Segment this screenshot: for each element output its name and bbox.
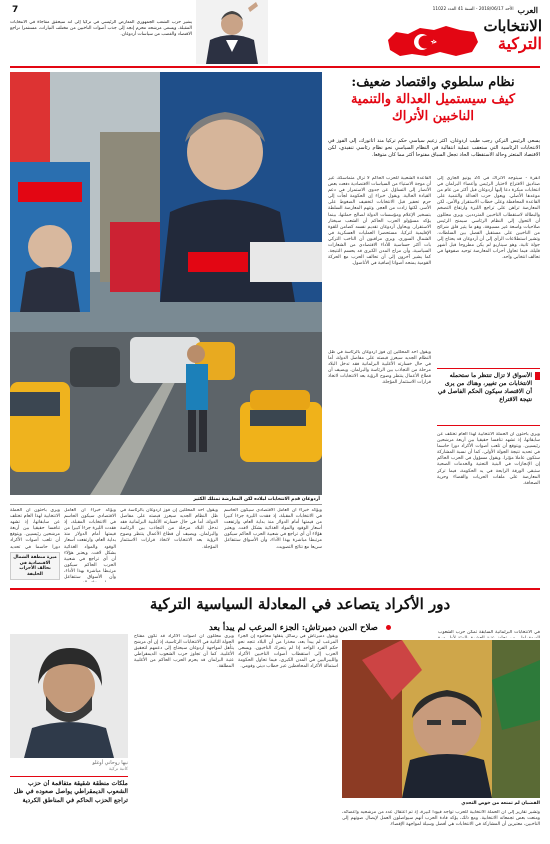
article1-col-right: أنقرة - سيتوجه الأتراك في 24 يونيو الجاري إلى صناديق الاقتراع لاختيار الرئيس وأعضاء البرلمان في انتخابات مبكرة دعا إليها أردوغان قبل أكثر من عام من موعدها الأصلي. ويعول حزب العدالة والتنمية على القاعدة المحافظة وعلى خطاب الاستقرار والأمن، لكن المعارضة تراهن على تراجع الليرة وارتفاع التضخم والبطالة لاستقطاب الناخبين المترددين. ويرى محللون أن التحول إلى النظام الرئاسي سيمنح الرئيس صلاحيات واسعة غير مسبوقة، وهو ما يثير قلق شرائح من الناخبين على مستقبل الفصل بين السلطات. وتشير استطلاعات الرأي إلى أن أردوغان قد يحتاج إلى جولة ثانية، وهو سيناريو لم يكن مطروحا قبل أشهر قليلة، فيما تحاول أحزاب المعارضة توحيد صفوفها في تحالف انتخابي واحد. xyxy=(437,176,540,261)
header-top-bar xyxy=(12,5,538,14)
page-header xyxy=(0,0,550,68)
article2-photo xyxy=(342,640,540,798)
article1-headline-line3: الناخبين الأتراك xyxy=(392,109,474,124)
article1-subbox-text: ميزة منطقة الشمال الاقتصادية في تحالف الأحزاب الحليفة xyxy=(13,555,57,577)
header-rule xyxy=(10,66,540,68)
article1-photo-caption: أردوغان قدم الانتخابات لبلاده لكن المعارضة تمتلك الكثير xyxy=(193,497,320,502)
article1-pullquote xyxy=(437,368,540,426)
article1-caption-rule xyxy=(10,504,322,505)
article2-col-2: ويقول دميرتاش في رسائل ينقلها محاموه إن الجزء المرعب لم يبدأ بعد، محذرا من أن البلاد تتجه نحو حكم الفرد الواحد إذا لم يتحرك الناخبون. ويسعى الحزب إلى استقطاب أصوات الناخبين الأكراد والليبراليين في المدن الكبرى، فيما تحاول الحكومة استمالة الأكراد المحافظين عبر خطاب ديني وقومي. xyxy=(238,634,338,670)
article1-bottom-col-3: ويؤكد خبراء أن العامل الاقتصادي سيكون الحاسم في الانتخابات المقبلة، إذ فقدت الليرة جزءا كبيرا من قيمتها أمام الدولار منذ بداية العام، وارتفعت أسعار الوقود والمواد الغذائية بشكل لافت. ويعتبر هؤلاء أن أي تراجع في شعبية الحزب الحاكم سيكون مرتبطا مباشرة بهذا الأداء، وأن الأسواق ستتفاعل xyxy=(64,508,116,581)
section-title-line2: التركية xyxy=(498,34,542,53)
article1-col-mid2: ويقول أحد المحللين إن فوز أردوغان بالرئاسة في ظل النظام الجديد سيعزز قبضته على مفاصل الدولة، أما في حال خسارته الأغلبية البرلمانية فقد تدخل البلاد مرحلة من التجاذب بين الرئاسة والبرلمان. ويضيف أن قطاع الأعمال ينتظر وضوح الرؤية بعد الانتخابات لاتخاذ قرارات الاستثمار المؤجلة. xyxy=(328,350,431,386)
article1-headline-line2: كيف سيستميل العدالة والتنمية xyxy=(350,92,516,107)
article1-bottom-col-4: ويرى باحثون أن الحملة الانتخابية لهذا العام تختلف عن سابقاتها، إذ تشهد تنافسا حقيقيا بين أربعة مرشحين رئيسيين. ويتوقع أن تلعب أصوات الأكراد دورا حاسما في تحديد xyxy=(10,508,60,550)
article2-pullquote-text: ملكات منطقة شقيقة متفاقمة أن حزب الشعوب الديمقراطي يواصل صعوده في ظل تراجع الحزب الحاكم في المناطق الكردية xyxy=(13,780,128,804)
date-issue: الأحد 2018/06/17 - السنة 41 العدد 11022 xyxy=(432,7,514,12)
article1-bottom-col-2: ويقول أحد المحللين إن فوز أردوغان بالرئاسة في ظل النظام الجديد سيعزز قبضته على مفاصل الدولة، أما في حال خسارته الأغلبية البرلمانية فقد تدخل البلاد مرحلة من التجاذب بين الرئاسة والبرلمان. ويضيف أن قطاع الأعمال ينتظر وضوح الرؤية بعد الانتخابات لاتخاذ قرارات الاستثمار المؤجلة. xyxy=(120,508,218,550)
article1-kicker: نظام سلطوي واقتصاد ضعيف: xyxy=(351,75,515,90)
section-title-line1: الانتخابات xyxy=(483,17,542,35)
article1-photo xyxy=(10,72,322,495)
page-number: 7 xyxy=(12,4,19,15)
article2-byline-text: صلاح الدين دميرتاش: الجزء المرعب لم يبدأ بعد xyxy=(209,623,378,633)
article1-subbox xyxy=(10,552,60,580)
article1-pullquote-text: الأسواق لا تزال تنتظر ما ستحمله الانتخابات من تغيير، وهناك من يرى أن الاقتصاد سيكون الحكم الفاصل في نتيجة الاقتراع xyxy=(437,372,532,403)
article2-pullquote xyxy=(10,776,128,836)
article1-lead: يسعى الرئيس التركي رجب طيب أردوغان، أكثر زعيم سياسي حكم تركيا منذ أتاتورك، إلى الفوز في الانتخابات الرئاسية التي ستعقب عملية انتقالية في النظام السياسي نحو نظام رئاسي تنفيذي، لكن الاقتصاد المتعثر وحالة الاستقطاب الحاد تجعل السباق مفتوحا أكثر مما كان متوقعا. xyxy=(328,138,540,158)
section-title xyxy=(470,18,542,52)
article2-col-1: في الانتخابات البرلمانية السابقة تمكن حزب الشعوب xyxy=(438,630,540,635)
article1-bottom-col-1: ويؤكد خبراء أن العامل الاقتصادي سيكون الحاسم في الانتخابات المقبلة، إذ فقدت الليرة جزءا كبيرا من قيمتها أمام الدولار منذ بداية العام، وارتفعت أسعار الوقود والمواد الغذائية بشكل لافت. ويعتبر هؤلاء أن أي تراجع في شعبية الحزب الحاكم سيكون مرتبطا مباشرة بهذا الأداء، وأن الأسواق ستتفاعل سريعا مع نتائج التصويت. xyxy=(224,508,322,550)
header-portrait-photo xyxy=(196,0,268,64)
article2-col-3: ويرى محللون أن أصوات الأكراد قد تكون مفتاح الجولة الثانية في الانتخابات الرئاسية، إذ إن أي مرشح يتأهل لمواجهة أردوغان سيحتاج إلى دعمهم لتحقيق الأغلبية. كما أن تجاوز حزب الشعوب الديمقراطي عتبة البرلمان قد يحرم الحزب الحاكم من الأغلبية المطلقة. xyxy=(134,634,234,670)
pullquote-icon xyxy=(535,372,540,380)
article2-top-rule xyxy=(10,588,540,590)
author-role: كاتبة تركية xyxy=(108,767,128,772)
author-name: نيها روحاني أوغلو xyxy=(92,760,128,766)
author-photo xyxy=(10,634,128,758)
brand-name: العرب xyxy=(517,4,538,15)
byline-bullet-icon xyxy=(386,625,391,630)
article2-col-4: وتشير تقارير إلى أن الحملة الانتخابية للحزب تواجه قيودا كبيرة، إذ تم اعتقال عدد من مرشحيه وأعضائه، ومنعت بعض تجمعاته الانتخابية. ومع ذلك، يؤكد قادة الحزب أنهم سيواصلون العمل لإيصال صوتهم إلى الناخبين، معتبرين أن المشاركة في الانتخابات هي أفضل وسيلة لمواجهة الإقصاء. xyxy=(342,810,540,828)
header-teaser: يشير حزب الشعب الجمهوري المعارض الرئيسي في تركيا إلى أنه سيحقق مفاجأة في الانتخابات المقبلة، ويسعى مرشحه محرم إنجه إلى جذب أصوات الناخبين من مختلف التيارات، مستثمرا تراجع الاقتصاد والغضب من سياسات أردوغان. xyxy=(10,20,192,38)
article1-col-right2: ويرى باحثون أن الحملة الانتخابية لهذا العام تختلف عن سابقاتها، إذ تشهد تنافسا حقيقيا بين أربعة مرشحين رئيسيين. ويتوقع أن تلعب أصوات الأكراد دورا حاسما في تحديد نتيجة الجولة الأولى، كما أن نسبة المشاركة ستكون عاملا مؤثرا. ويقول مسؤول في الحزب الحاكم إن الإنجازات في البنية التحتية والخدمات الصحية ستبقى الورقة الرابحة في يد الحكومة، فيما تركز المعارضة على ملفات الحريات والقضاء وحرية الصحافة. xyxy=(437,432,540,486)
article1-headline xyxy=(326,74,540,125)
turkey-map-icon xyxy=(382,22,482,62)
article2-photo-caption: القضبان لم تمنعه من خوض التحدي xyxy=(461,801,540,806)
section-title-block xyxy=(372,14,542,66)
article1-col-mid: القاعدة الشعبية للحزب الحاكم لا تزال متماسكة، غير أن موجة الاستياء من السياسات الاقتصادية دفعت بعض الأنصار إلى التساؤل عن جدوى الاستمرار في دعم القيادة الحالية. ويقول خبراء إن الحكومة لجأت إلى حزم تحفيز قبل الانتخابات لتخفيف الضغوط على الأسر، لكنها زادت من العجز. وتتهم المعارضة السلطة بتسخير الإعلام ومؤسسات الدولة لصالح حملتها، بينما يؤكد مسؤولو الحزب الحاكم أن الشعب سيختار الاستقرار. ويحاول أردوغان تقديم نفسه كضامن للقوة الإقليمية لتركيا، مستحضرا العمليات العسكرية في الشمال السوري. ويرى مراقبون أن الناخب التركي بات أكثر حساسية للأداء الاقتصادي من الشعارات السياسية، وأن مزاج المدن الكبرى قد يحسم النتيجة. كما يشير آخرون إلى أن تحالف الحزب مع الحركة القومية يمنحه أصواتا إضافية في الأناضول. xyxy=(328,176,431,267)
article2-headline: دور الأكراد يتصاعد في المعادلة السياسية التركية xyxy=(149,595,451,613)
